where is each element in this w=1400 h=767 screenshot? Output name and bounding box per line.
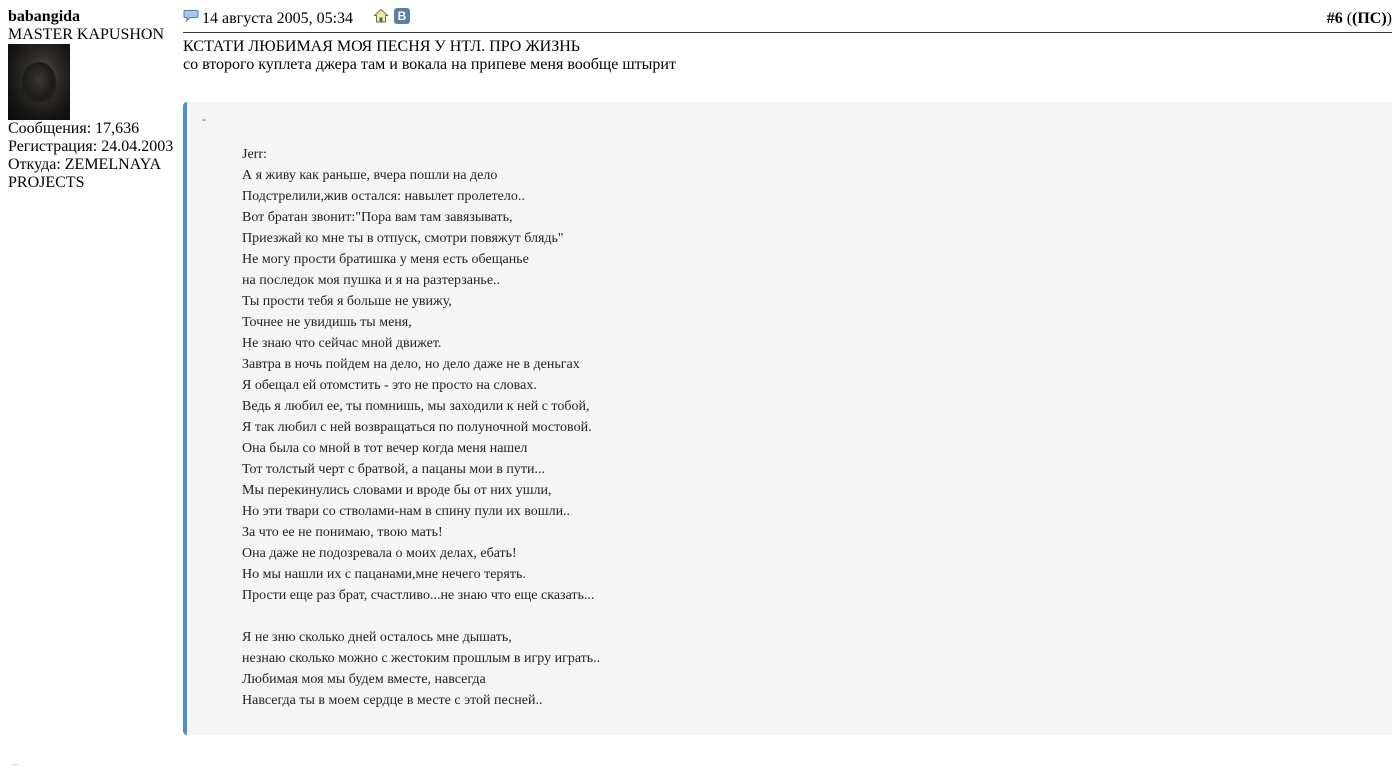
quote-line: Любимая моя мы будем вместе, навсегда — [242, 672, 486, 687]
quote-line: Завтра в ночь пойдем на дело, но дело даже не в деньгах — [242, 357, 580, 372]
post-text-line: со второго куплета джера там и вокала на припеве меня вообще штырит — [183, 56, 676, 73]
post-ps-label: (ПС) — [1352, 10, 1387, 27]
quote-line: Вот братан звонит:"Пора вам там завязывать, — [242, 210, 513, 225]
home-icon[interactable] — [373, 8, 389, 24]
author-posts-count: Сообщения: 17,636 — [8, 120, 140, 137]
quote-line: Прости еще раз брат, счастливо...не знаю что еще сказать... — [242, 588, 595, 603]
vk-icon[interactable]: B — [394, 8, 410, 24]
post-body — [183, 38, 1392, 74]
quote-line: Ты прости тебя я больше не увижу, — [242, 294, 452, 309]
quote-line: За что ее не понимаю, твою мать! — [242, 525, 443, 540]
quote-line: Приезжай ко мне ты в отпуск, смотри повяжут блядь" — [242, 231, 564, 246]
quote-line: Она даже не подозревала о моих делах, ебать! — [242, 546, 517, 561]
avatar[interactable] — [8, 44, 70, 120]
post — [183, 8, 1392, 74]
author-name[interactable]: babangida — [8, 8, 81, 25]
author-registration: Регистрация: 24.04.2003 — [8, 138, 174, 155]
quote-line: Но эти твари со стволами-нам в спину пули их вошли.. — [242, 504, 571, 519]
quote-lines — [242, 144, 600, 711]
quote-dash: - — [202, 112, 206, 126]
post-number — [1327, 9, 1392, 29]
quote-line: Ведь я любил ее, ты помнишь, мы заходили к ней с тобой, — [242, 399, 590, 414]
quote-line: Не знаю что сейчас мной движет. — [242, 336, 442, 351]
speech-bubble-icon — [183, 10, 199, 22]
quote-line: Она была со мной в тот вечер когда меня нашел — [242, 441, 528, 456]
author-title: MASTER KAPUSHON — [8, 26, 165, 43]
post-text-line: КСТАТИ ЛЮБИМАЯ МОЯ ПЕСНЯ У НТЛ. ПРО ЖИЗНЬ — [183, 38, 580, 55]
author-location: Откуда: ZEMELNAYA PROJECTS — [8, 156, 161, 191]
quote-line: Я не зню сколько дней осталось мне дышать, — [242, 630, 512, 645]
quote-line: Я обещал ей отомстить - это не просто на словах. — [242, 378, 537, 393]
quote-line: Jerr: — [242, 147, 267, 162]
quote-block — [183, 102, 1392, 735]
quote-line: Я так любил с ней возвращаться по полуночной мостовой. — [242, 420, 592, 435]
author-info — [8, 8, 180, 192]
quote-line: Мы перекинулись словами и вроде бы от них ушли, — [242, 483, 552, 498]
post-date: 14 августа 2005, 05:34 — [202, 10, 354, 27]
quote-line: Тот толстый черт с братвой, а пацаны мои в пути... — [242, 462, 545, 477]
post-ps-link[interactable]: ((ПС)) — [1346, 10, 1392, 27]
quote-line: на последок моя пушка и я на разтерзанье.. — [242, 273, 501, 288]
post-header — [183, 8, 1392, 33]
quote-line: Навсегда ты в моем сердце в месте с этой песней.. — [242, 693, 543, 708]
quote-line: Точнее не увидишь ты меня, — [242, 315, 412, 330]
quote-line: А я живу как раньше, вчера пошли на дело — [242, 168, 498, 183]
quote-line: Не могу прости братишка у меня есть обещанье — [242, 252, 529, 267]
quote-line — [242, 606, 600, 627]
quote-line: незнаю сколько можно с жестоким прошлым в игру играть.. — [242, 651, 601, 666]
footer-mark: ... — [12, 758, 18, 767]
quote-line: Но мы нашли их с пацанами,мне нечего терять. — [242, 567, 526, 582]
post-number-link[interactable]: #6 — [1326, 10, 1343, 27]
quote-line: Подстрелили,жив остался: навылет пролетело.. — [242, 189, 525, 204]
